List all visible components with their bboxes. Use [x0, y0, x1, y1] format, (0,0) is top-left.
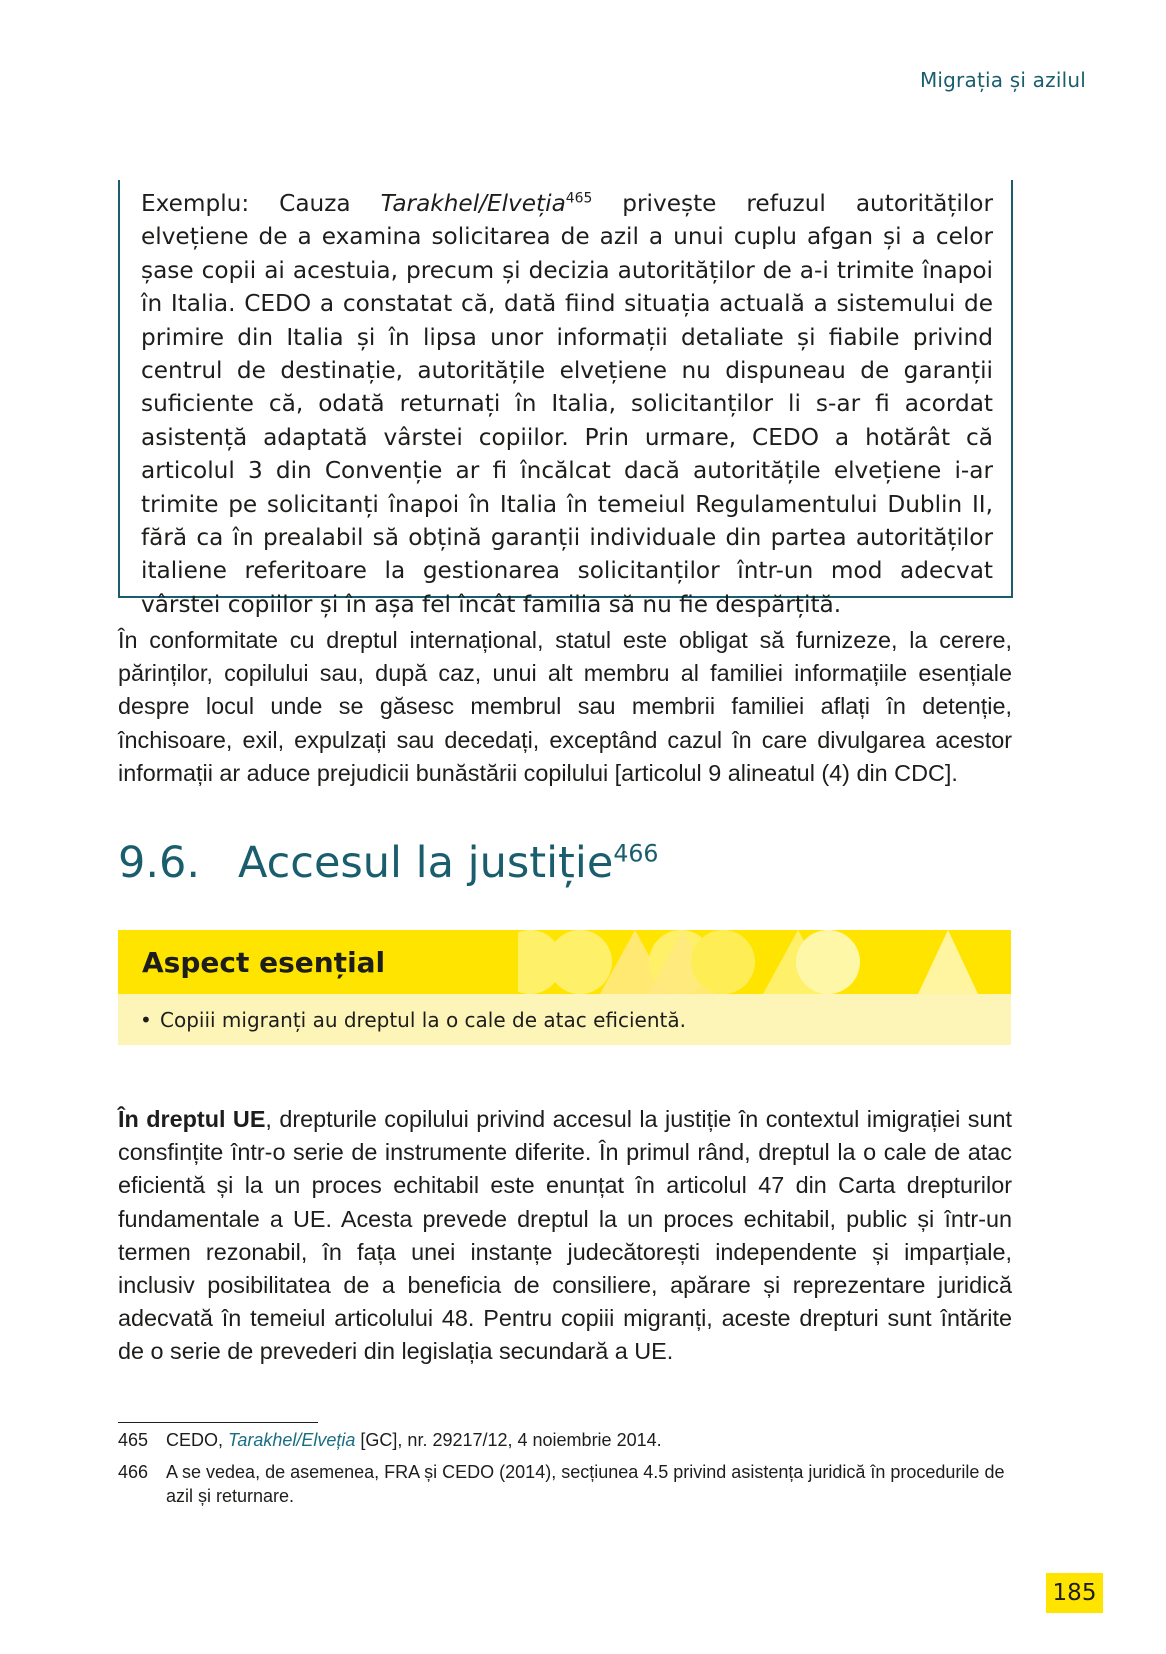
footnote-ref-466[interactable]: 466: [613, 839, 659, 868]
example-text: [141, 187, 993, 621]
key-point-item: [140, 1008, 686, 1032]
key-point-header: [118, 930, 1011, 994]
key-point-title: Aspect esențial: [142, 946, 386, 979]
page-number-box: [1046, 1573, 1103, 1613]
example-prefix: Exemplu: Cauza: [141, 190, 381, 217]
footnote-prefix: CEDO,: [166, 1430, 229, 1450]
decorative-shapes-icon: [518, 930, 1011, 994]
footnote-divider: [118, 1422, 318, 1423]
footnote-466: [118, 1460, 1018, 1508]
footnote-text: [166, 1428, 1018, 1452]
section-number: 9.6.: [118, 838, 201, 888]
example-case-name: Tarakhel/Elveția: [380, 190, 566, 217]
footnote-465: [118, 1428, 1018, 1452]
paragraph-eu-law-text: , drepturile copilului privind accesul la justiție în contextul imigrației sunt consfințite într-o serie de instrumente diferite. În primul rând, dreptul la o cale de atac eficientă și la un proces echitabil este enunțat în articolul 47 din Carta drepturilor fundamentale a UE. Acesta prevede dreptul la un proces echitabil, public și într-un termen rezonabil, în fața unei instanțe judecătorești independente și imparțiale, inclusiv posibilitatea de a beneficia de consiliere, apărare și reprezentare juridică adecvată în temeiul articolului 48. Pentru copiii migranți, aceste drepturi sunt întărite de o serie de prevederi din legislația secundară a UE.: [118, 1106, 1012, 1365]
footnote-text: A se vedea, de asemenea, FRA și CEDO (2014), secțiunea 4.5 privind asistența juridică în procedurile de azil și returnare.: [166, 1462, 1005, 1506]
footnote-number: 466: [118, 1462, 149, 1482]
paragraph-eu-law-lead: În dreptul UE: [118, 1106, 266, 1132]
bullet-icon: •: [140, 1008, 152, 1032]
footnote-body: [GC], nr. 29217/12, 4 noiembrie 2014.: [355, 1430, 662, 1450]
page-number: 185: [1052, 1580, 1097, 1606]
paragraph-eu-law: [118, 1103, 1012, 1369]
footnote-case-link[interactable]: Tarakhel/Elveția: [228, 1430, 356, 1450]
footnote-number: 465: [118, 1430, 149, 1450]
footnote-ref-465[interactable]: 465: [565, 190, 593, 207]
key-point-body: [118, 994, 1011, 1045]
section-title: Accesul la justiție: [238, 838, 614, 888]
key-point-item-text: Copiii migranți au dreptul la o cale de atac eficientă.: [160, 1008, 686, 1032]
example-body: privește refuzul autorităților elvețiene de a examina solicitarea de azil a unui cuplu afgan și a celor șase copii ai acestuia, precum și decizia autorităților de a-i trimite înapoi în Italia. CEDO a constatat că, dată fiind situația actuală a sistemului de primire din Italia și în lipsa unor informații detaliate și fiabile privind centrul de destinație, autoritățile elvețiene nu dispuneau de garanții suficiente că, odată returnați în Italia, solicitanților li s-ar fi acordat asistență adaptată vârstei copiilor. Prin urmare, CEDO a hotărât că articolul 3 din Convenție ar fi încălcat dacă autoritățile elvețiene i-ar trimite pe solicitanți înapoi în Italia în temeiul Regulamentului Dublin II, fără ca în prealabil să obțină garanții individuale din partea autorităților italiene referitoare la gestionarea solicitanților într-un mod adecvat vârstei copiilor și în așa fel încât familia să nu fie despărțită.: [141, 190, 993, 618]
running-header: Migrația și azilul: [919, 68, 1086, 92]
paragraph-detention-info: În conformitate cu dreptul internațional, statul este obligat să furnizeze, la cerere, părinților, copilului sau, după caz, unui alt membru al familiei informațiile esențiale despre locul unde se găsesc membrul sau membrii familiei aflați în detenție, închisoare, exil, expulzați sau decedați, exceptând cazul în care divulgarea acestor informații ar aduce prejudicii bunăstării copilului [articolul 9 alineatul (4) din CDC].: [118, 627, 1012, 786]
section-heading: [118, 838, 658, 888]
key-point-box: [118, 930, 1011, 1045]
